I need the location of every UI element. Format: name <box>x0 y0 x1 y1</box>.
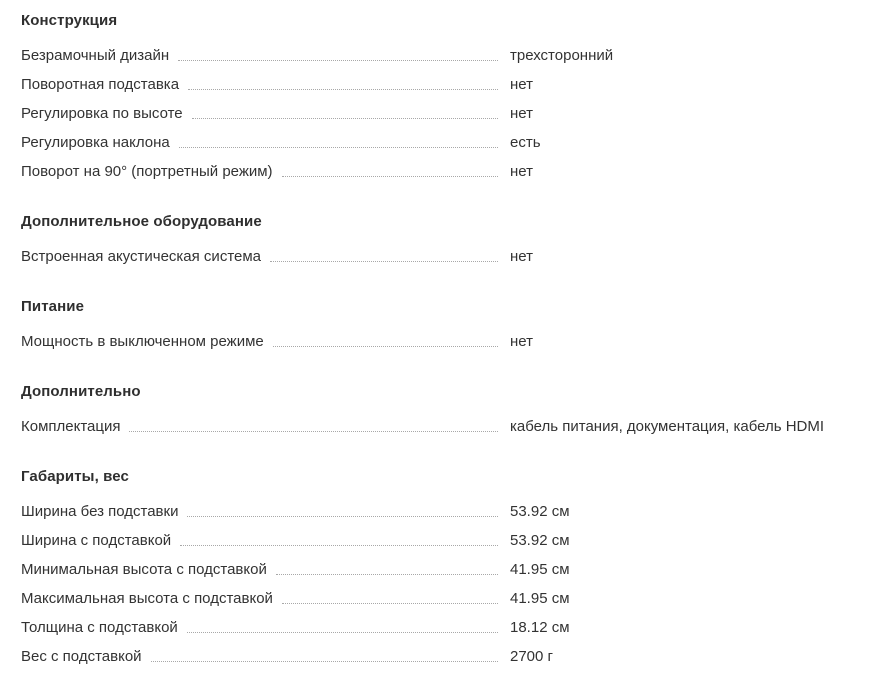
dotted-leader <box>179 147 498 148</box>
spec-row-left <box>21 76 510 93</box>
spec-value: нет <box>510 248 533 265</box>
dotted-leader <box>192 118 498 119</box>
spec-value: 41.95 см <box>510 561 570 578</box>
spec-row <box>21 613 846 642</box>
spec-label: Минимальная высота с подставкой <box>21 561 267 578</box>
spec-section <box>21 467 846 671</box>
spec-row-left <box>21 532 510 549</box>
spec-row <box>21 584 846 613</box>
dotted-leader <box>188 89 498 90</box>
spec-row-left <box>21 418 510 435</box>
spec-label: Регулировка наклона <box>21 134 170 151</box>
spec-value: 53.92 см <box>510 503 570 520</box>
spec-row-left <box>21 248 510 265</box>
spec-row-left <box>21 333 510 350</box>
dotted-leader <box>129 431 498 432</box>
spec-row <box>21 555 846 584</box>
section-title: Конструкция <box>21 12 118 29</box>
spec-section <box>21 11 846 186</box>
section-rows <box>21 327 846 356</box>
section-title: Питание <box>21 298 85 315</box>
spec-row-left <box>21 47 510 64</box>
spec-label: Мощность в выключенном режиме <box>21 333 264 350</box>
spec-label: Безрамочный дизайн <box>21 47 170 64</box>
spec-label: Максимальная высота с подставкой <box>21 590 273 607</box>
spec-row-left <box>21 503 510 520</box>
spec-row-left <box>21 590 510 607</box>
dotted-leader <box>180 545 498 546</box>
spec-value: есть <box>510 134 541 151</box>
dotted-leader <box>151 661 498 662</box>
spec-row-left <box>21 134 510 151</box>
spec-label: Ширина без подставки <box>21 503 179 520</box>
spec-row <box>21 497 846 526</box>
spec-row <box>21 642 846 671</box>
section-rows <box>21 412 846 441</box>
spec-label: Вес с подставкой <box>21 648 142 665</box>
spec-value: 41.95 см <box>510 590 570 607</box>
dotted-leader <box>187 516 498 517</box>
section-rows <box>21 497 846 671</box>
spec-row <box>21 70 846 99</box>
spec-value: нет <box>510 105 533 122</box>
spec-row <box>21 157 846 186</box>
dotted-leader <box>276 574 498 575</box>
spec-label: Поворот на 90° (портретный режим) <box>21 163 273 180</box>
spec-row <box>21 526 846 555</box>
dotted-leader <box>273 346 498 347</box>
section-rows <box>21 41 846 186</box>
spec-label: Поворотная подставка <box>21 76 180 93</box>
spec-label: Встроенная акустическая система <box>21 248 262 265</box>
dotted-leader <box>178 60 498 61</box>
dotted-leader <box>187 632 498 633</box>
section-rows <box>21 242 846 271</box>
spec-value: нет <box>510 76 533 93</box>
spec-row <box>21 242 846 271</box>
spec-value: трехсторонний <box>510 47 614 64</box>
spec-row <box>21 99 846 128</box>
spec-value: 2700 г <box>510 648 554 665</box>
spec-label: Ширина с подставкой <box>21 532 172 549</box>
spec-label: Регулировка по высоте <box>21 105 183 122</box>
spec-row-left <box>21 619 510 636</box>
spec-value: 53.92 см <box>510 532 570 549</box>
section-title: Габариты, вес <box>21 468 129 485</box>
spec-row <box>21 412 846 441</box>
spec-value: кабель питания, документация, кабель HDMI <box>510 418 825 435</box>
spec-label: Комплектация <box>21 418 121 435</box>
section-title: Дополнительное оборудование <box>21 213 262 230</box>
spec-row-left <box>21 105 510 122</box>
spec-value: нет <box>510 163 533 180</box>
spec-value: нет <box>510 333 533 350</box>
spec-value: 18.12 см <box>510 619 570 636</box>
spec-section <box>21 212 846 271</box>
section-title: Дополнительно <box>21 383 141 400</box>
dotted-leader <box>282 176 498 177</box>
spec-label: Толщина с подставкой <box>21 619 178 636</box>
spec-section <box>21 382 846 441</box>
dotted-leader <box>282 603 498 604</box>
spec-row-left <box>21 561 510 578</box>
spec-row-left <box>21 163 510 180</box>
spec-section <box>21 297 846 356</box>
spec-row <box>21 128 846 157</box>
dotted-leader <box>270 261 498 262</box>
spec-row <box>21 41 846 70</box>
spec-row-left <box>21 648 510 665</box>
spec-row <box>21 327 846 356</box>
